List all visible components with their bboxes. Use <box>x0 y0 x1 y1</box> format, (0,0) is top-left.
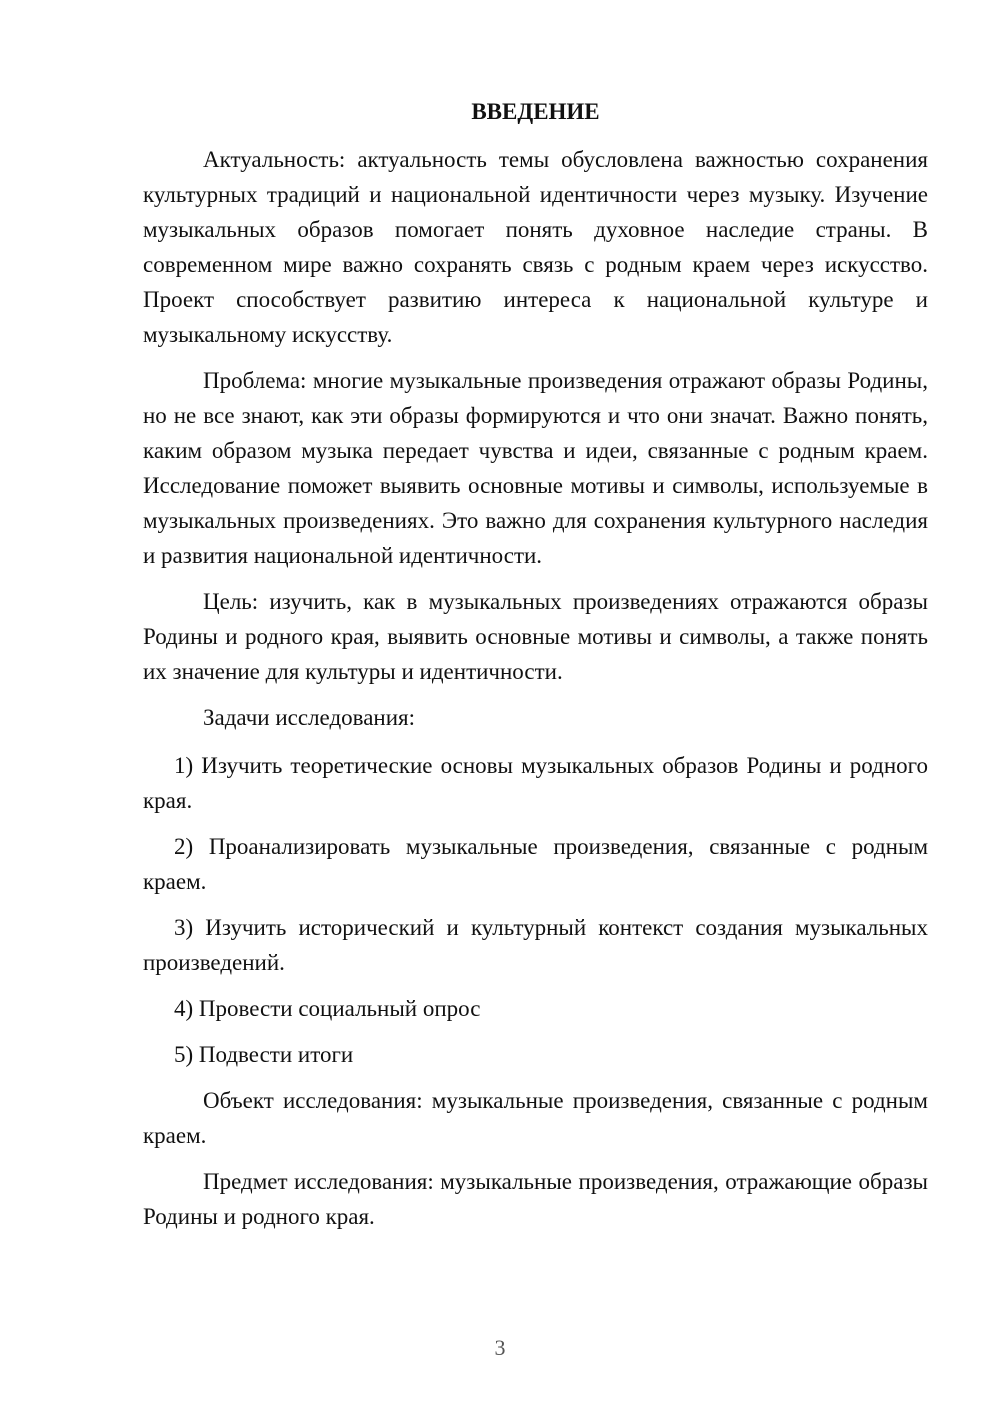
task-item-1: 1) Изучить теоретические основы музыкальных образов Родины и родного края. <box>143 753 928 813</box>
page-number: 3 <box>494 1335 506 1360</box>
goal-paragraph: Цель: изучить, как в музыкальных произведениях отражаются образы Родины и родного края, выявить основные мотивы и символы, а также понять их значение для культуры и идентичности. <box>143 589 928 684</box>
task-item-5: 5) Подвести итоги <box>174 1042 354 1067</box>
document-body <box>143 94 928 1245</box>
task-item-2: 2) Проанализировать музыкальные произведения, связанные с родным краем. <box>143 834 928 894</box>
tasks-heading: Задачи исследования: <box>203 705 416 730</box>
problem-paragraph: Проблема: многие музыкальные произведения отражают образы Родины, но не все знают, как эти образы формируются и что они значат. Важно понять, каким образом музыка передает чувства и идеи, связанные с родным краем. Исследование поможет выявить основные мотивы и символы, используемые в музыкальных произведениях. Это важно для сохранения культурного наследия и развития национальной идентичности. <box>143 368 928 568</box>
page-title: ВВЕДЕНИЕ <box>471 99 600 124</box>
research-subject-paragraph: Предмет исследования: музыкальные произведения, отражающие образы Родины и родного края. <box>143 1169 928 1229</box>
task-item-4: 4) Провести социальный опрос <box>174 996 481 1021</box>
relevance-paragraph: Актуальность: актуальность темы обусловлена важностью сохранения культурных традиций и национальной идентичности через музыку. Изучение музыкальных образов помогает понять духовное наследие страны. В современном мире важно сохранять связь с родным краем через искусство. Проект способствует развитию интереса к национальной культуре и музыкальному искусству. <box>143 147 928 347</box>
task-item-3: 3) Изучить исторический и культурный контекст создания музыкальных произведений. <box>143 915 928 975</box>
research-object-paragraph: Объект исследования: музыкальные произведения, связанные с родным краем. <box>143 1088 928 1148</box>
